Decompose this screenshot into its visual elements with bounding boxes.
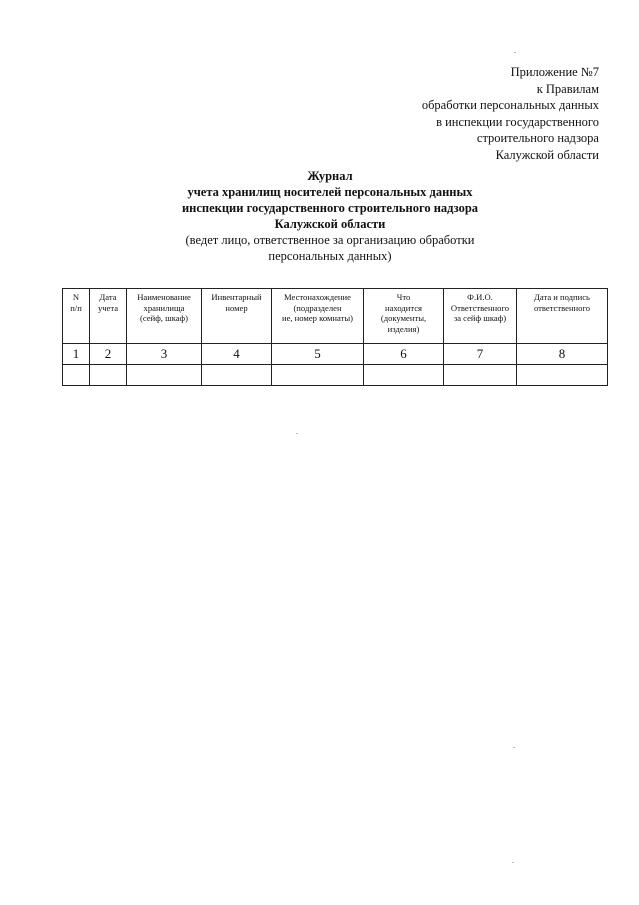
column-number-cell: 8 — [517, 344, 608, 365]
scan-speck — [514, 52, 516, 53]
header-cell-number: N п/п — [63, 289, 90, 344]
empty-cell — [444, 365, 517, 386]
column-number-cell: 1 — [63, 344, 90, 365]
appendix-header — [422, 64, 599, 163]
empty-cell — [517, 365, 608, 386]
title-note-line: персональных данных) — [268, 249, 392, 263]
header-cell-inventory-number: Инвентарный номер — [202, 289, 272, 344]
column-number-cell: 3 — [127, 344, 202, 365]
title-line: Журнал — [307, 169, 353, 183]
title-line: Калужской области — [274, 217, 386, 231]
empty-cell — [364, 365, 444, 386]
empty-cell — [202, 365, 272, 386]
empty-cell — [127, 365, 202, 386]
scan-speck — [512, 862, 514, 863]
header-cell-contents: Что находится (документы, изделия) — [364, 289, 444, 344]
document-title — [110, 168, 550, 264]
header-cell-storage-name: Наименование хранилища (сейф, шкаф) — [127, 289, 202, 344]
header-cell-date-signature: Дата и подпись ответственного — [517, 289, 608, 344]
empty-cell — [90, 365, 127, 386]
appendix-line: Калужской области — [495, 147, 599, 162]
appendix-line: обработки персональных данных — [421, 98, 599, 112]
column-number-cell: 6 — [364, 344, 444, 365]
empty-cell — [63, 365, 90, 386]
appendix-line: к Правилам — [536, 81, 599, 96]
journal-table — [62, 288, 608, 386]
appendix-line: строительного надзора — [476, 131, 599, 145]
column-number-cell: 5 — [272, 344, 364, 365]
title-line: учета хранилищ носителей персональных данных — [187, 185, 473, 199]
table-row — [63, 365, 608, 386]
empty-cell — [272, 365, 364, 386]
header-cell-date: Дата учета — [90, 289, 127, 344]
table-numbering-row — [63, 344, 608, 365]
title-note-line: (ведет лицо, ответственное за организацию обработки — [185, 233, 475, 247]
table-header-row — [63, 289, 608, 344]
scan-speck — [513, 747, 515, 748]
column-number-cell: 2 — [90, 344, 127, 365]
header-cell-responsible-name: Ф.И.О. Ответственного за сейф шкаф) — [444, 289, 517, 344]
appendix-line: Приложение №7 — [510, 65, 599, 79]
title-line: инспекции государственного строительного надзора — [181, 201, 479, 215]
header-cell-location: Местонахождение (подразделен ие, номер комнаты) — [272, 289, 364, 344]
column-number-cell: 7 — [444, 344, 517, 365]
scan-speck — [296, 433, 298, 434]
column-number-cell: 4 — [202, 344, 272, 365]
appendix-line: в инспекции государственного — [436, 114, 599, 129]
